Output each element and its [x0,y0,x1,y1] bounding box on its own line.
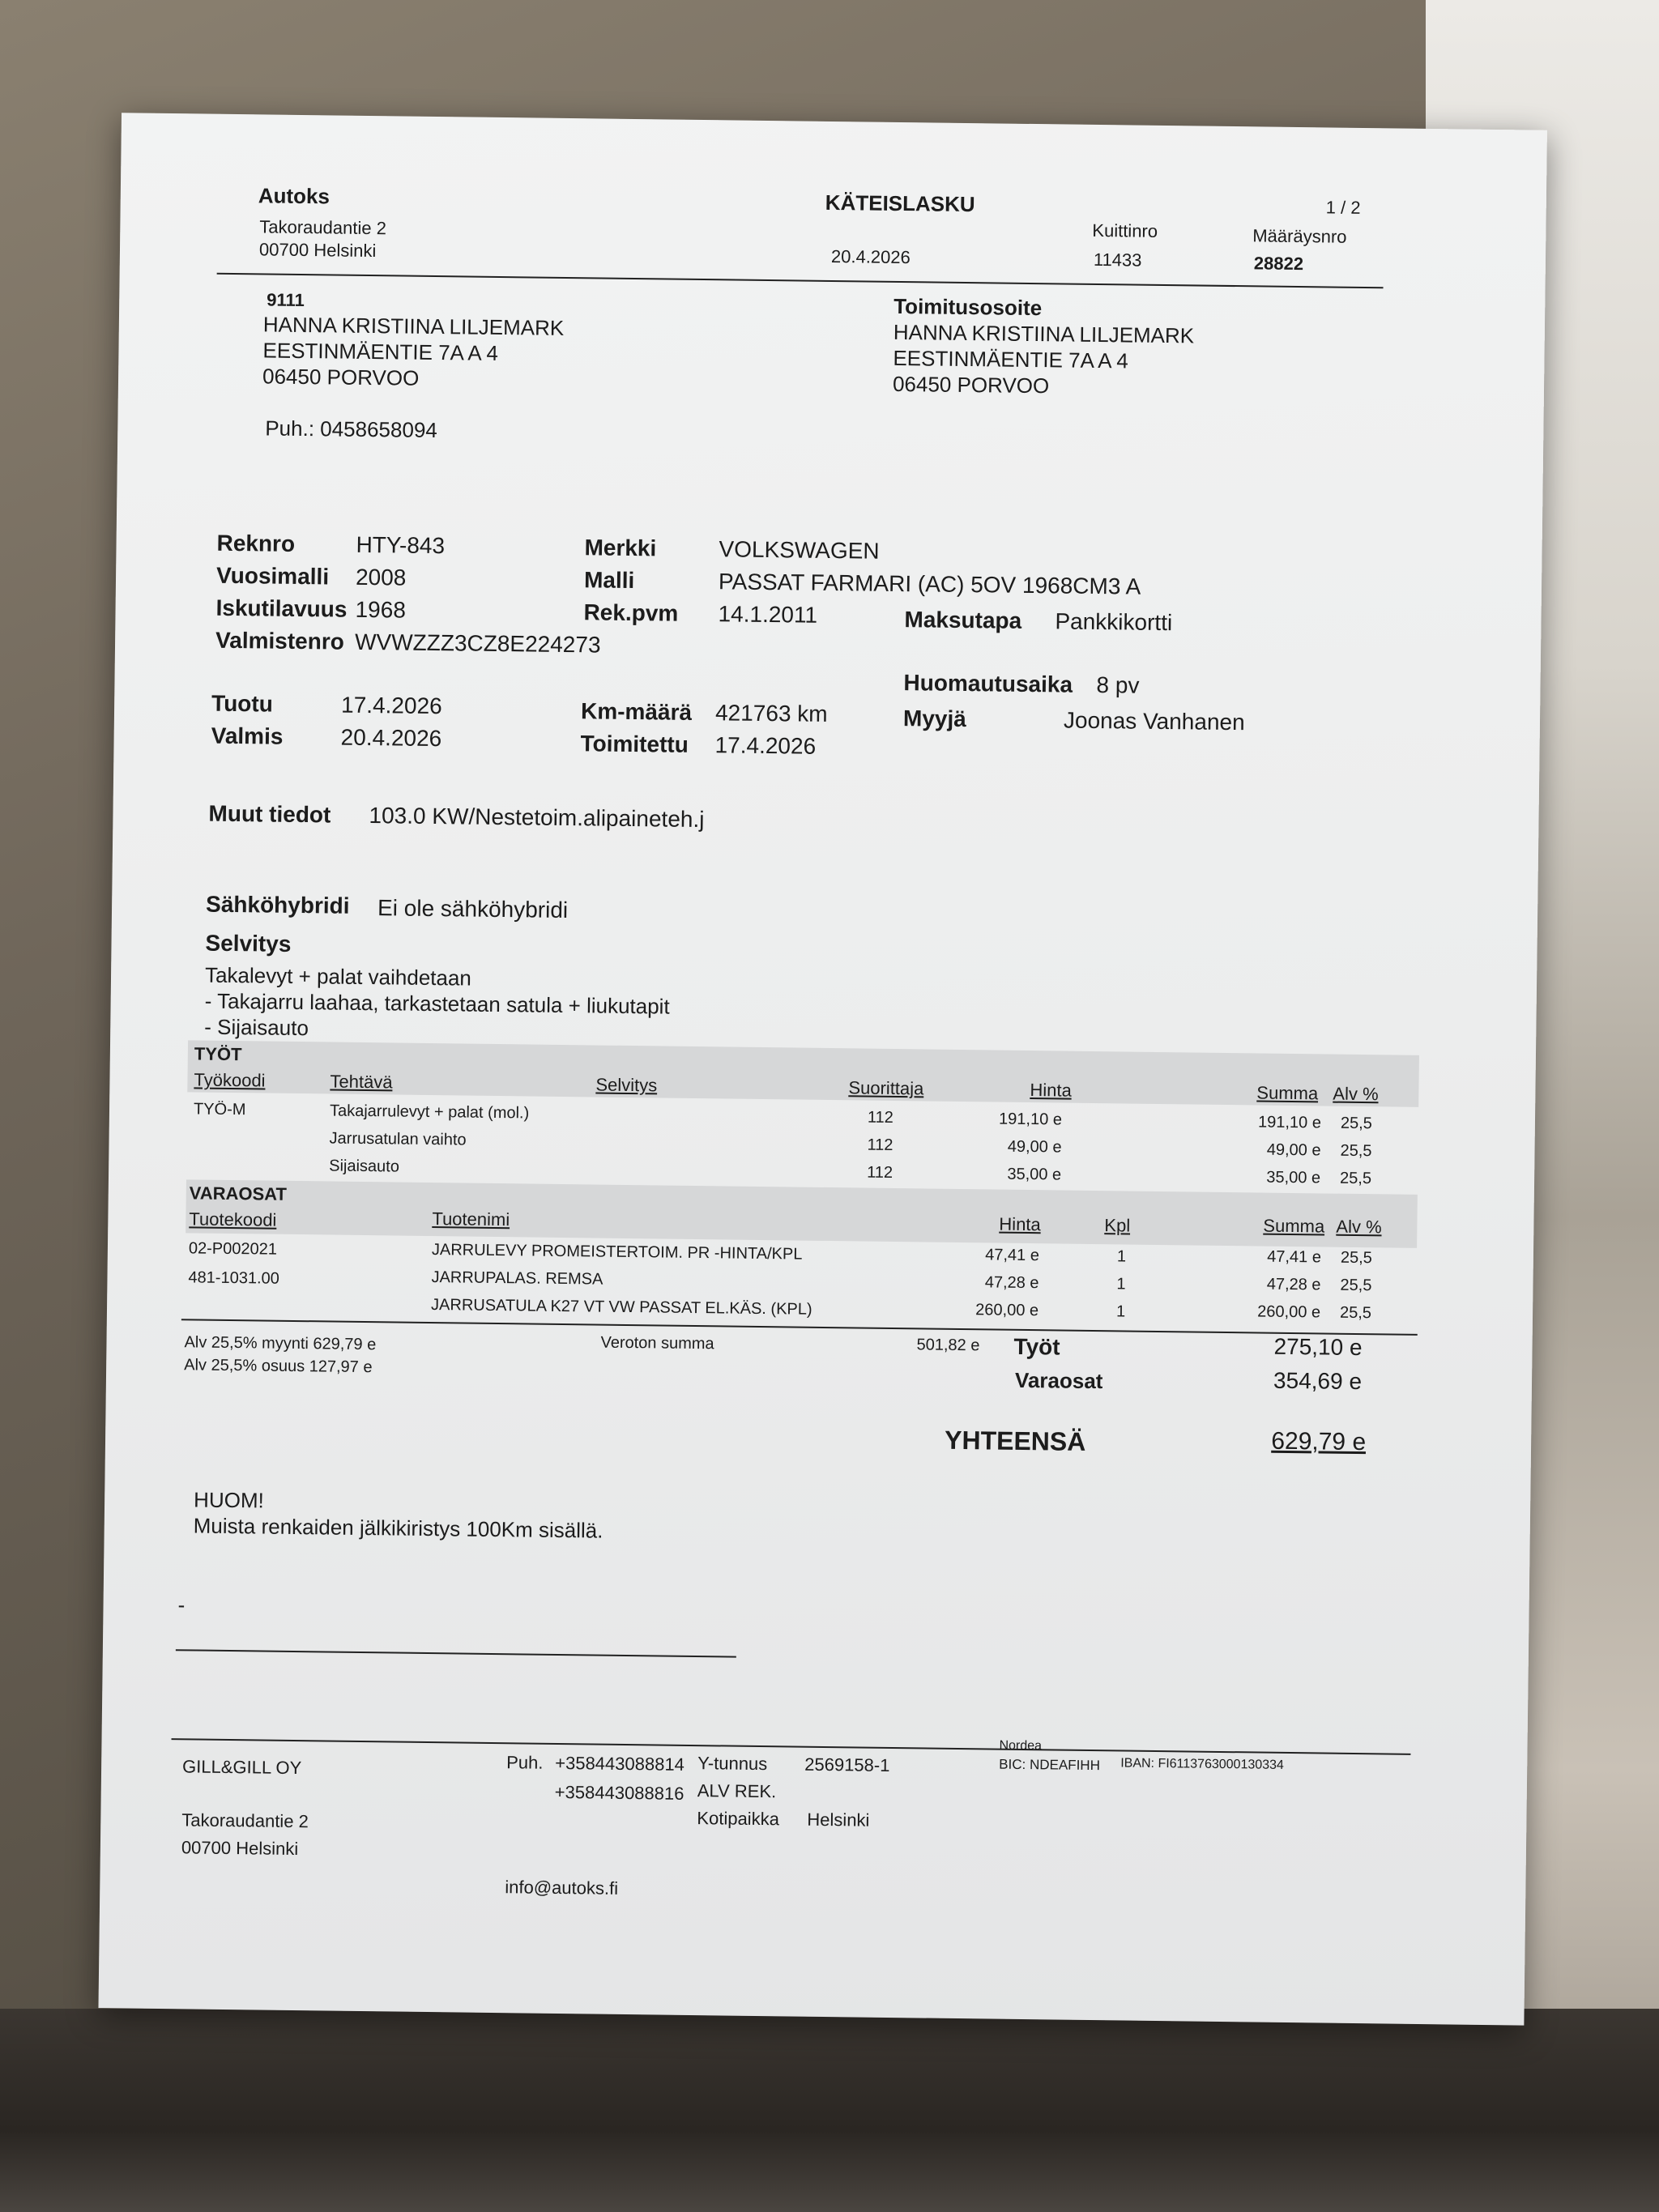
row-code: 481-1031.00 [188,1268,279,1288]
signature-line [176,1649,736,1657]
delivery-name: HANNA KRISTIINA LILJEMARK [893,319,1195,348]
rekpvm-value: 14.1.2011 [718,601,818,628]
varaosat-header-band [186,1179,1418,1248]
varaosat-total-value: 354,69 e [1273,1367,1363,1395]
maarays-value: 28822 [1253,253,1304,275]
row-name: JARRULEVY PROMEISTERTOIM. PR -HINTA/KPL [431,1241,803,1264]
rekpvm-label: Rek.pvm [583,599,679,626]
background-floor [0,2009,1659,2212]
grand-total-value: 629,79 e [1271,1427,1367,1456]
row-qty: 1 [1116,1275,1126,1294]
row-task: Jarrusatulan vaihto [329,1129,467,1149]
row-code: TYÖ-M [193,1100,246,1119]
malli-label: Malli [583,567,635,594]
note-text: Muista renkaiden jälkikiristys 100Km sisällä. [193,1513,603,1543]
valmistenro-value: WVWZZZ3CZ8E224273 [354,629,601,658]
myyja-value: Joonas Vanhanen [1063,707,1245,735]
merkki-label: Merkki [584,535,657,561]
hybrid-label: Sähköhybridi [205,891,350,918]
kuittinro-label: Kuittinro [1092,219,1158,241]
tuotu-label: Tuotu [211,690,274,717]
varaosat-total-label: Varaosat [1014,1367,1103,1394]
varaosat-title: VARAOSAT [189,1183,288,1204]
muut-tiedot-label: Muut tiedot [208,800,331,828]
veroton-label: Veroton summa [600,1333,714,1353]
customer-id: 9111 [267,289,305,311]
footer-phone-1: +358443088814 [555,1752,685,1775]
varaosat-col-price: Hinta [999,1213,1041,1235]
iskutilavuus-value: 1968 [355,596,407,623]
selvitys-line: Takalevyt + palat vaihdetaan [204,962,472,991]
varaosat-col-qty: Kpl [1104,1215,1131,1236]
reknro-value: HTY-843 [356,531,446,559]
varaosat-col-sum: Summa [1263,1215,1325,1237]
tyot-col-price: Hinta [1030,1080,1072,1101]
reknro-label: Reknro [216,530,296,556]
row-sum: 35,00 e [1266,1168,1321,1187]
bank-name: Nordea [999,1738,1043,1754]
kuittinro-value: 11433 [1093,249,1142,271]
vuosimalli-value: 2008 [355,564,407,590]
tyot-total-value: 275,10 e [1273,1333,1363,1361]
vuosimalli-label: Vuosimalli [215,562,330,590]
row-vat: 25,5 [1340,1248,1372,1268]
huomautusaika-label: Huomautusaika [903,670,1073,697]
row-vat: 25,5 [1340,1141,1372,1161]
company-name: Autoks [258,183,331,209]
row-sum: 47,41 e [1267,1247,1322,1267]
note-title: HUOM! [193,1487,265,1513]
ytunnus-value: 2569158-1 [804,1754,890,1775]
delivery-city: 06450 PORVOO [892,371,1050,399]
row-sum: 260,00 e [1257,1302,1321,1322]
row-name: JARRUPALAS. REMSA [431,1268,603,1289]
customer-phone: Puh.: 0458658094 [265,416,438,443]
muut-tiedot-value: 103.0 KW/Nestetoim.alipaineteh.j [369,803,705,833]
row-sum: 49,00 e [1266,1140,1321,1160]
kotipaikka-value: Helsinki [807,1809,870,1831]
document-title: KÄTEISLASKU [825,190,975,217]
tyot-col-desc: Selvitys [595,1074,658,1096]
varaosat-col-vat: Alv % [1336,1216,1382,1238]
km-value: 421763 km [714,700,828,727]
row-code: 02-P002021 [188,1239,278,1259]
header-divider [217,273,1384,289]
tyot-col-sum: Summa [1256,1082,1319,1104]
row-sum: 191,10 e [1257,1113,1322,1132]
row-qty: 1 [1116,1247,1127,1266]
valmistenro-label: Valmistenro [215,627,345,654]
valmis-label: Valmis [211,722,284,749]
valmis-value: 20.4.2026 [340,724,442,752]
delivery-street: EESTINMÄENTIE 7A A 4 [893,345,1129,373]
varaosat-col-code: Tuotekoodi [189,1208,277,1230]
footer-street: Takoraudantie 2 [181,1809,309,1832]
footer-phone-2: +358443088816 [554,1781,684,1804]
row-qty: 1 [1115,1302,1126,1321]
malli-value: PASSAT FARMARI (AC) 5OV 1968CM3 A [718,569,1141,599]
tyot-col-by: Suorittaja [848,1077,924,1099]
row-name: JARRUSATULA K27 VT VW PASSAT EL.KÄS. (KPL) [430,1296,812,1319]
footer-divider [172,1738,1411,1755]
row-vat: 25,5 [1339,1303,1372,1323]
footer-phone-label: Puh. [506,1752,544,1773]
merkki-value: VOLKSWAGEN [719,536,880,564]
tuotu-value: 17.4.2026 [340,692,442,719]
row-vat: 25,5 [1339,1169,1372,1188]
signature-dash: - [177,1592,186,1617]
row-price: 191,10 e [998,1110,1063,1129]
page-number: 1 / 2 [1325,197,1361,218]
veroton-value: 501,82 e [916,1336,980,1355]
row-by: 112 [867,1136,893,1154]
tyot-col-vat: Alv % [1333,1083,1379,1105]
kotipaikka-label: Kotipaikka [697,1808,780,1830]
tyot-col-code: Työkoodi [194,1069,266,1091]
row-by: 112 [867,1163,893,1182]
maksutapa-value: Pankkikortti [1055,608,1173,636]
company-city: 00700 Helsinki [258,239,377,262]
bank-bic: BIC: NDEAFIHH [999,1756,1101,1774]
footer-email: info@autoks.fi [505,1877,619,1899]
receipt-paper [98,113,1546,2025]
maarays-label: Määräysnro [1252,225,1347,247]
row-task: Sijaisauto [329,1157,400,1176]
delivery-label: Toimitusosoite [893,293,1043,321]
bank-iban: IBAN: FI6113763000130334 [1120,1756,1284,1772]
ytunnus-label: Y-tunnus [697,1753,768,1775]
row-price: 47,28 e [984,1273,1039,1293]
alv-rek: ALV REK. [697,1780,777,1802]
customer-city: 06450 PORVOO [262,364,420,390]
toimitettu-label: Toimitettu [580,731,689,757]
row-vat: 25,5 [1340,1276,1372,1295]
row-price: 260,00 e [975,1301,1039,1320]
company-street: Takoraudantie 2 [259,216,387,239]
maksutapa-label: Maksutapa [904,607,1022,633]
hybrid-value: Ei ole sähköhybridi [377,895,569,923]
footer-city: 00700 Helsinki [181,1837,299,1860]
varaosat-col-name: Tuotenimi [432,1208,510,1230]
row-price: 47,41 e [985,1246,1040,1265]
invoice-date: 20.4.2026 [830,245,911,268]
row-by: 112 [867,1108,894,1127]
tyot-total-label: Työt [1013,1333,1060,1360]
km-label: Km-määrä [580,698,693,725]
row-vat: 25,5 [1340,1114,1373,1133]
row-price: 49,00 e [1007,1137,1062,1157]
customer-name: HANNA KRISTIINA LILJEMARK [262,312,565,340]
tyot-col-task: Tehtävä [330,1071,393,1093]
huomautusaika-value: 8 pv [1096,672,1140,698]
customer-street: EESTINMÄENTIE 7A A 4 [262,338,499,365]
row-price: 35,00 e [1007,1165,1062,1184]
tyot-title: TYÖT [194,1043,242,1065]
row-sum: 47,28 e [1266,1275,1321,1294]
alv-osuus: Alv 25,5% osuus 127,97 e [184,1356,373,1377]
grand-total-label: YHTEENSÄ [944,1425,1086,1456]
row-task: Takajarrulevyt + palat (mol.) [329,1102,530,1123]
myyja-label: Myyjä [902,705,967,732]
selvitys-line: - Sijaisauto [204,1014,309,1041]
selvitys-label: Selvitys [205,930,292,957]
footer-company: GILL&GILL OY [181,1756,302,1779]
iskutilavuus-label: Iskutilavuus [215,595,348,622]
selvitys-line: - Takajarru laahaa, tarkastetaan satula + liukutapit [204,988,670,1019]
alv-myynti: Alv 25,5% myynti 629,79 e [184,1333,377,1354]
toimitettu-value: 17.4.2026 [714,732,817,759]
